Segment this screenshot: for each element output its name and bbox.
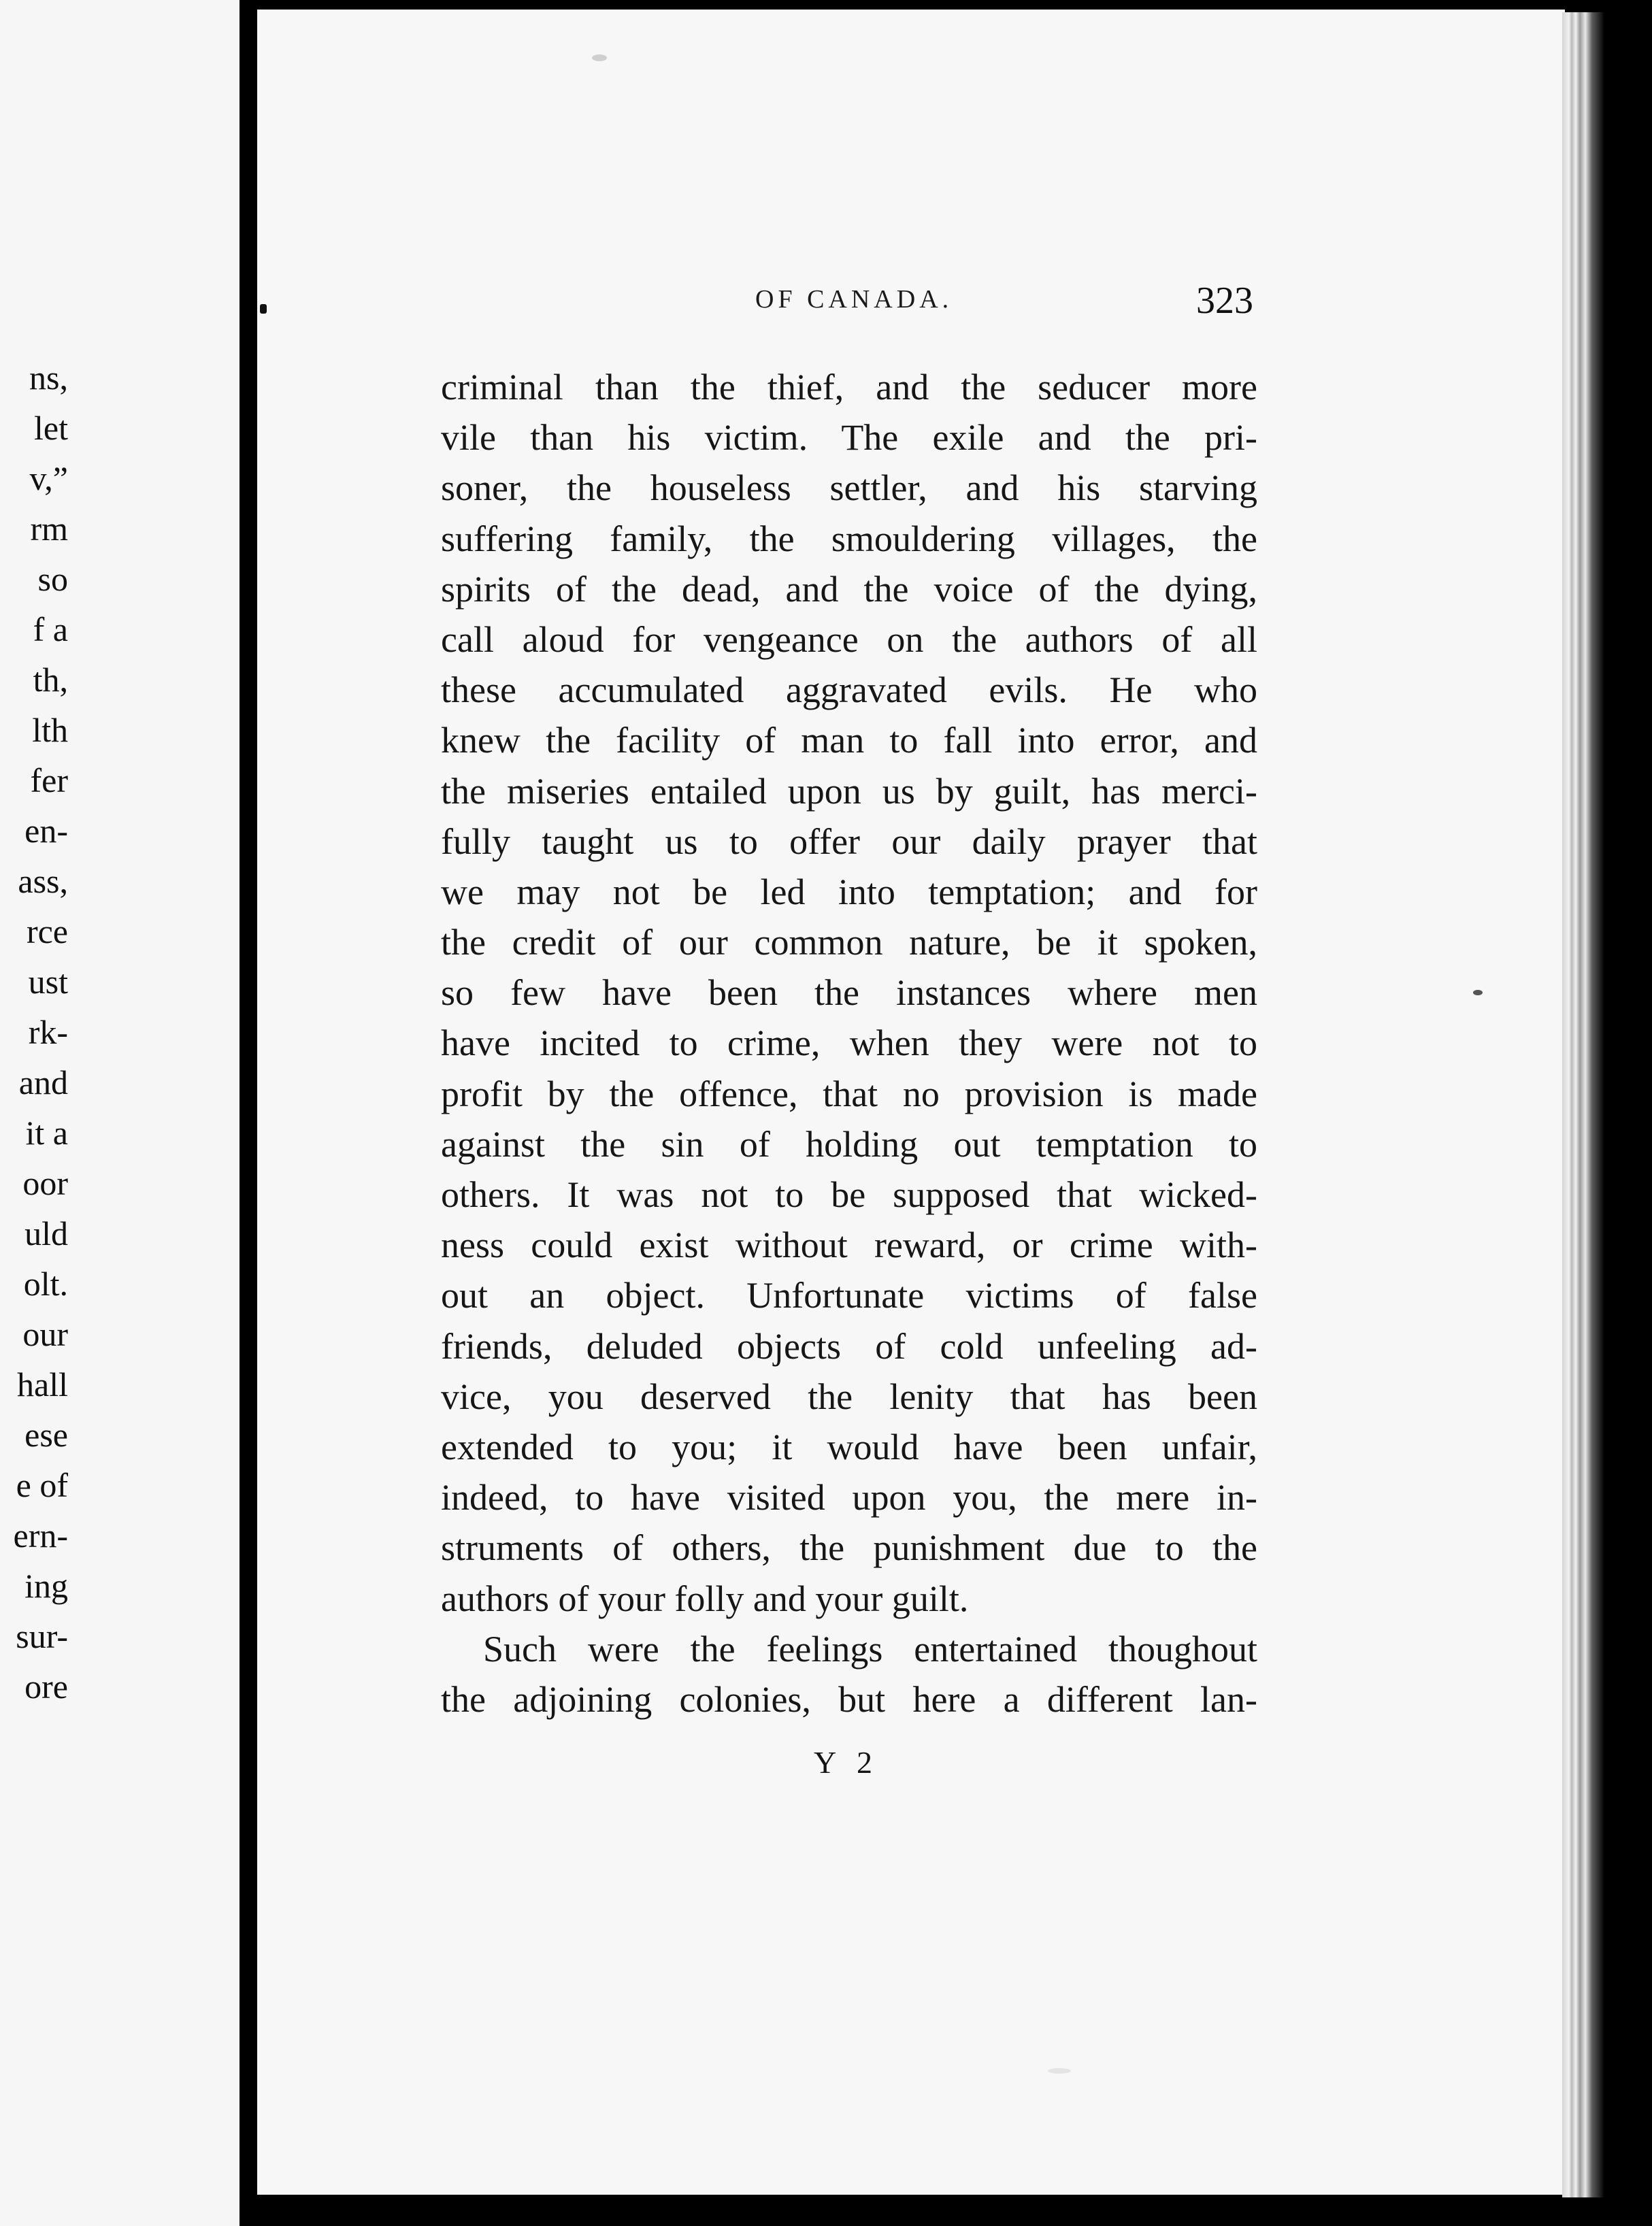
left-line: ing bbox=[24, 1567, 68, 1605]
left-line: rm bbox=[30, 510, 68, 548]
left-line: ass, bbox=[18, 862, 68, 900]
left-line: e of bbox=[16, 1466, 68, 1504]
text-line: soner, the houseless settler, and his starving bbox=[441, 467, 1257, 509]
body-text bbox=[441, 362, 1257, 1725]
left-line: ns, bbox=[29, 359, 68, 397]
text-line: profit by the offence, that no provision is made bbox=[441, 1073, 1257, 1114]
left-line: hall bbox=[17, 1365, 68, 1403]
left-line: rce bbox=[26, 912, 68, 950]
text-line: others. It was not to be supposed that wicked- bbox=[441, 1174, 1257, 1215]
left-line: let bbox=[34, 409, 68, 447]
scan-speck bbox=[592, 54, 607, 61]
text-line: so few have been the instances where men bbox=[441, 972, 1257, 1014]
page-edge-stack bbox=[1562, 12, 1604, 2197]
text-line: out an object. Unfortunate victims of false bbox=[441, 1275, 1257, 1316]
previous-page-text bbox=[0, 352, 68, 1712]
left-line: ese bbox=[24, 1416, 68, 1454]
text-line: friends, deluded objects of cold unfeeling ad- bbox=[441, 1325, 1257, 1367]
left-line: ust bbox=[28, 963, 68, 1001]
text-line: vice, you deserved the lenity that has been bbox=[441, 1376, 1257, 1417]
running-head: OF CANADA. bbox=[755, 285, 953, 314]
text-line: fully taught us to offer our daily prayer that bbox=[441, 820, 1257, 862]
left-line: oor bbox=[22, 1164, 68, 1202]
left-line: it a bbox=[25, 1114, 68, 1152]
left-line: en- bbox=[24, 812, 68, 850]
left-line: lth bbox=[32, 711, 68, 749]
left-line: uld bbox=[24, 1214, 68, 1252]
left-line: ern- bbox=[13, 1516, 68, 1555]
text-line: ness could exist without reward, or crime with- bbox=[441, 1225, 1257, 1266]
left-line: fer bbox=[30, 761, 68, 799]
text-line: spirits of the dead, and the voice of the dying, bbox=[441, 568, 1257, 610]
text-line: we may not be led into temptation; and for bbox=[441, 871, 1257, 912]
left-line: our bbox=[22, 1315, 68, 1353]
text-line: knew the facility of man to fall into error, and bbox=[441, 720, 1257, 761]
text-line: against the sin of holding out temptation to bbox=[441, 1123, 1257, 1165]
left-line: so bbox=[37, 560, 68, 598]
text-line: struments of others, the punishment due to the bbox=[441, 1527, 1257, 1569]
left-line: sur- bbox=[16, 1617, 68, 1655]
text-line: the credit of our common nature, be it spoken, bbox=[441, 922, 1257, 963]
text-line: the miseries entailed upon us by guilt, has merci- bbox=[441, 770, 1257, 812]
book-gutter bbox=[239, 0, 257, 2226]
scan-speck bbox=[1473, 990, 1483, 995]
paragraph-start-line: Such were the feelings entertained thoughout bbox=[483, 1628, 1257, 1670]
previous-page-fragment bbox=[0, 0, 246, 2226]
left-line: th, bbox=[33, 661, 68, 699]
paragraph-end-line: authors of your folly and your guilt. bbox=[441, 1578, 969, 1619]
page-number: 323 bbox=[1196, 280, 1253, 322]
left-line: ore bbox=[24, 1667, 68, 1706]
scan-speck bbox=[1048, 2068, 1071, 2074]
text-line: the adjoining colonies, but here a different lan- bbox=[441, 1678, 1257, 1720]
left-line: rk- bbox=[28, 1013, 68, 1051]
text-line: call aloud for vengeance on the authors of all bbox=[441, 618, 1257, 660]
margin-dot bbox=[260, 304, 267, 314]
left-line: v,” bbox=[29, 459, 68, 497]
left-line: f a bbox=[33, 610, 68, 648]
text-line: have incited to crime, when they were not to bbox=[441, 1023, 1257, 1064]
left-line: olt. bbox=[23, 1265, 68, 1303]
text-line: suffering family, the smouldering villages, the bbox=[441, 518, 1257, 559]
left-line: and bbox=[18, 1063, 68, 1101]
text-line: these accumulated aggravated evils. He who bbox=[441, 669, 1257, 711]
text-line: extended to you; it would have been unfair, bbox=[441, 1426, 1257, 1467]
text-line: indeed, to have visited upon you, the mere in- bbox=[441, 1477, 1257, 1518]
text-line: vile than his victim. The exile and the pri- bbox=[441, 417, 1257, 459]
text-line: criminal than the thief, and the seducer more bbox=[441, 367, 1257, 408]
signature-mark: Y 2 bbox=[814, 1745, 880, 1780]
